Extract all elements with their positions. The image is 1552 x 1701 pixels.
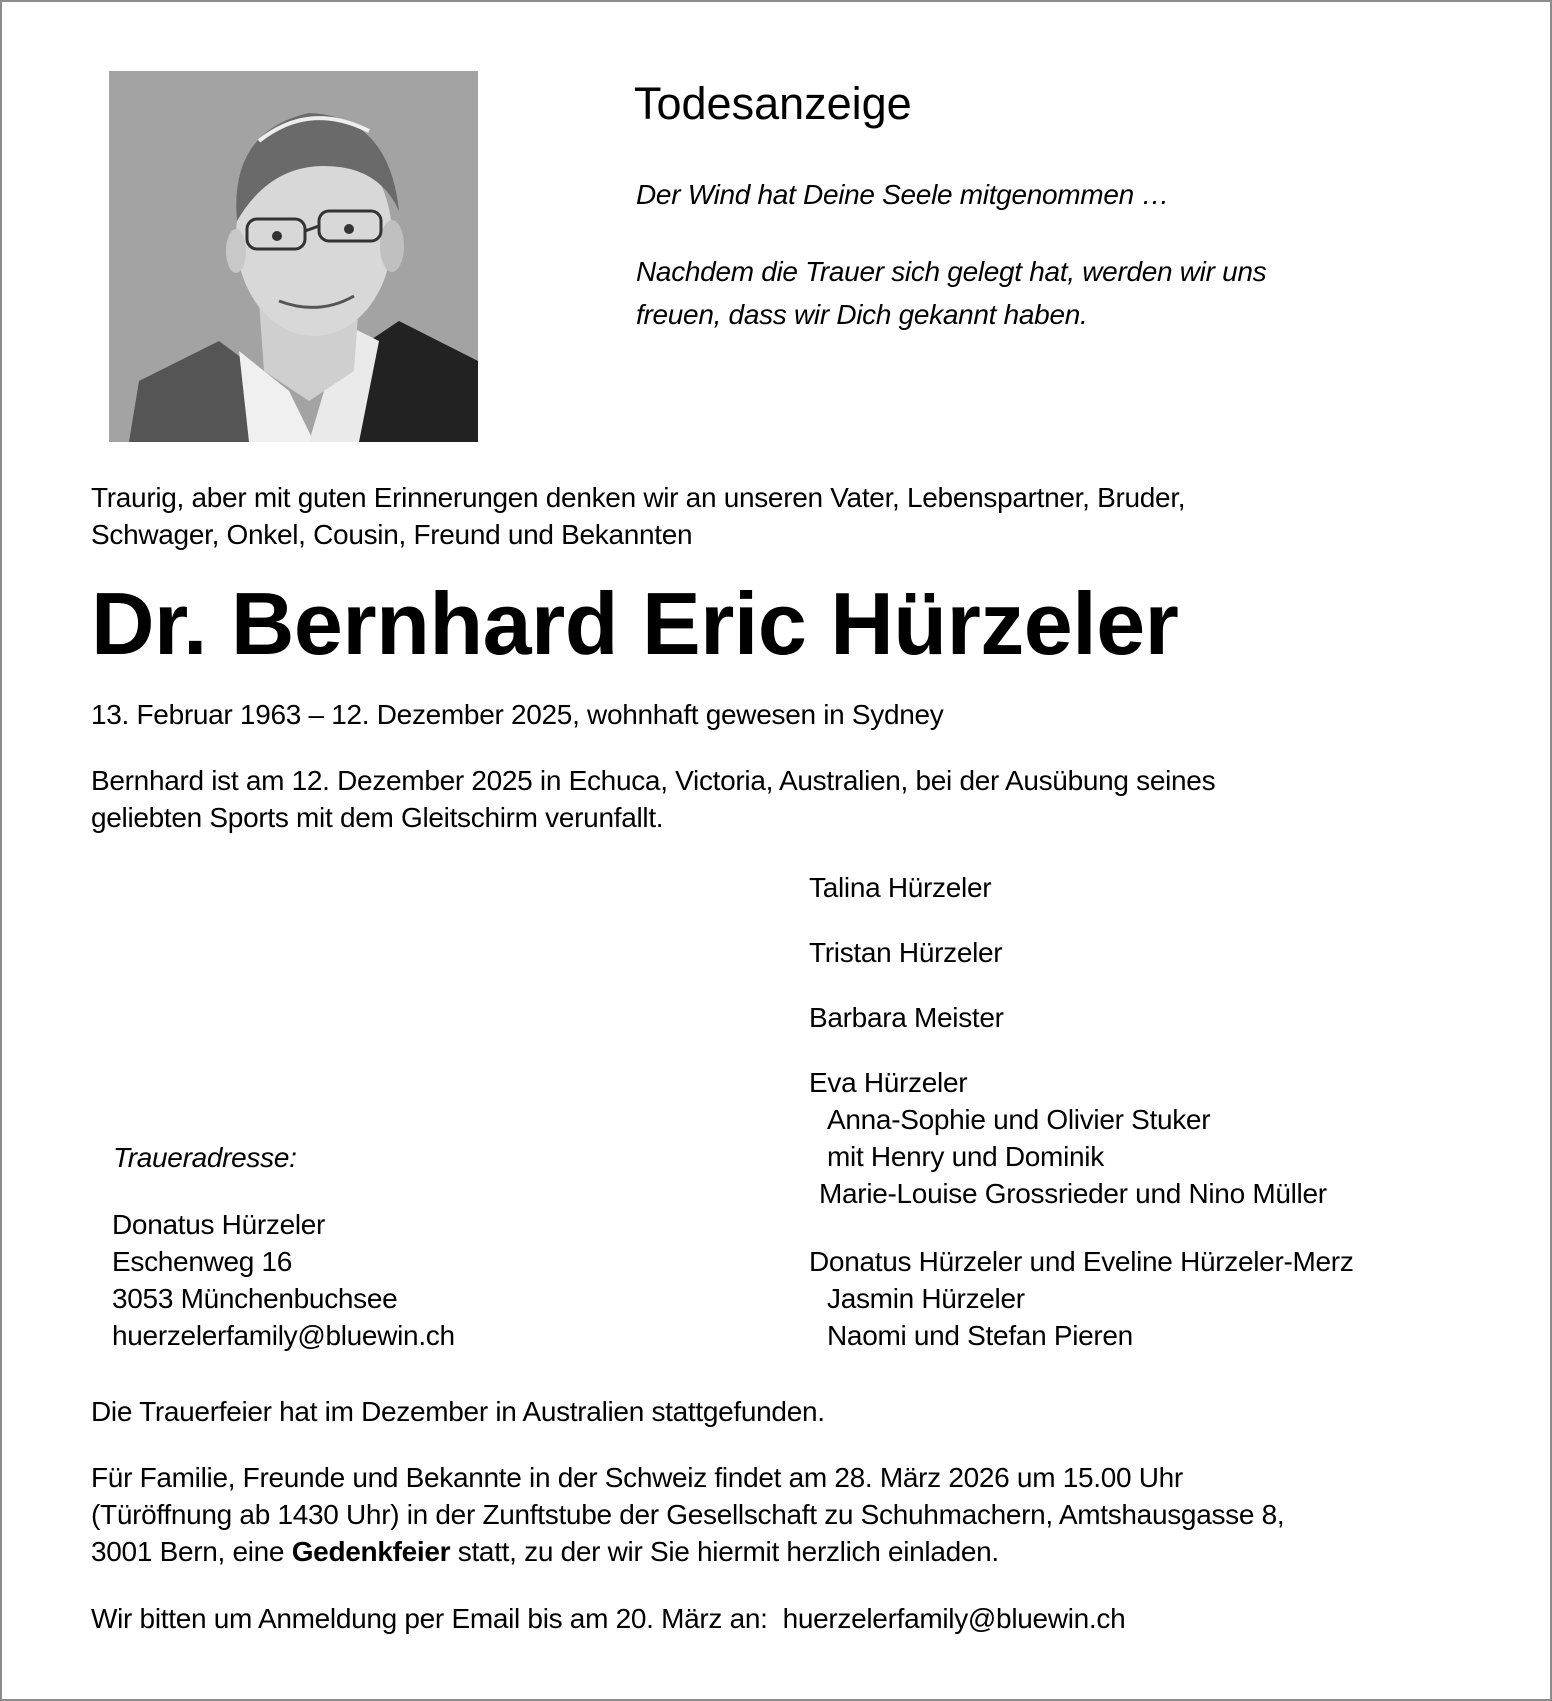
quote-line: Der Wind hat Deine Seele mitgenommen …: [636, 179, 1170, 210]
address-line: Donatus Hürzeler: [112, 1209, 326, 1240]
portrait-photo: [109, 71, 478, 442]
mourner-tristan: Tristan Hürzeler: [809, 937, 1003, 968]
address-line: 3053 Münchenbuchsee: [112, 1283, 398, 1314]
mourner-group-head: Eva Hürzeler: [809, 1067, 968, 1098]
address-line: Eschenweg 16: [112, 1246, 293, 1277]
quote-paragraph: [636, 250, 1266, 336]
rsvp-email: huerzelerfamily@bluewin.ch: [782, 1603, 1126, 1634]
address-email: huerzelerfamily@bluewin.ch: [112, 1320, 455, 1351]
mourner-talina: Talina Hürzeler: [809, 872, 992, 903]
memorial-paragraph: [91, 1459, 1284, 1570]
mourner-group-eva: [809, 1064, 1327, 1212]
portrait-icon: [109, 71, 478, 442]
mourner-group-head: Donatus Hürzeler und Eveline Hürzeler-Merz: [809, 1246, 1354, 1277]
mourner-line: Naomi und Stefan Pieren: [827, 1320, 1133, 1351]
mourner-line: Jasmin Hürzeler: [827, 1283, 1025, 1314]
intro-line-2: Schwager, Onkel, Cousin, Freund und Bekannten: [91, 519, 693, 550]
memorial-line-3-post: statt, zu der wir Sie hiermit herzlich einladen.: [450, 1536, 999, 1567]
mourner-line: Marie-Louise Grossrieder und Nino Müller: [819, 1178, 1327, 1209]
memorial-line-3-pre: 3001 Bern, eine: [91, 1536, 292, 1567]
intro-paragraph: [91, 479, 1185, 553]
mourner-barbara: Barbara Meister: [809, 1002, 1004, 1033]
memorial-event-name: Gedenkfeier: [291, 1536, 451, 1567]
address-label: Traueradresse:: [113, 1142, 297, 1173]
circumstances-paragraph: [91, 762, 1215, 836]
mourner-group-donatus: [809, 1243, 1354, 1354]
memorial-line-2: (Türöffnung ab 1430 Uhr) in der Zunftstube der Gesellschaft zu Schuhmachern, Amtshausgasse 8,: [91, 1499, 1285, 1530]
ceremony-note: Die Trauerfeier hat im Dezember in Australien stattgefunden.: [91, 1396, 825, 1427]
memorial-line-1: Für Familie, Freunde und Bekannte in der Schweiz findet am 28. März 2026 um 15.00 Uhr: [91, 1462, 1183, 1493]
rsvp-line: [91, 1600, 1125, 1637]
mourning-address: [112, 1206, 455, 1354]
rsvp-text: Wir bitten um Anmeldung per Email bis am 20. März an:: [91, 1603, 768, 1634]
circumstances-line-1: Bernhard ist am 12. Dezember 2025 in Echuca, Victoria, Australien, bei der Ausübung seines: [91, 765, 1216, 796]
quote-line-1: Nachdem die Trauer sich gelegt hat, werden wir uns: [636, 256, 1267, 287]
intro-line-1: Traurig, aber mit guten Erinnerungen denken wir an unseren Vater, Lebenspartner, Bruder,: [91, 482, 1186, 513]
mourner-line: Anna-Sophie und Olivier Stuker: [827, 1104, 1211, 1135]
circumstances-line-2: geliebten Sports mit dem Gleitschirm verunfallt.: [91, 802, 664, 833]
deceased-name: Dr. Bernhard Eric Hürzeler: [91, 574, 1179, 673]
life-dates: 13. Februar 1963 – 12. Dezember 2025, wohnhaft gewesen in Sydney: [91, 699, 944, 730]
mourner-line: mit Henry und Dominik: [827, 1141, 1104, 1172]
memorial-line-3: [91, 1533, 1284, 1570]
page-title: Todesanzeige: [634, 78, 912, 129]
quote-line-2: freuen, dass wir Dich gekannt haben.: [636, 299, 1088, 330]
